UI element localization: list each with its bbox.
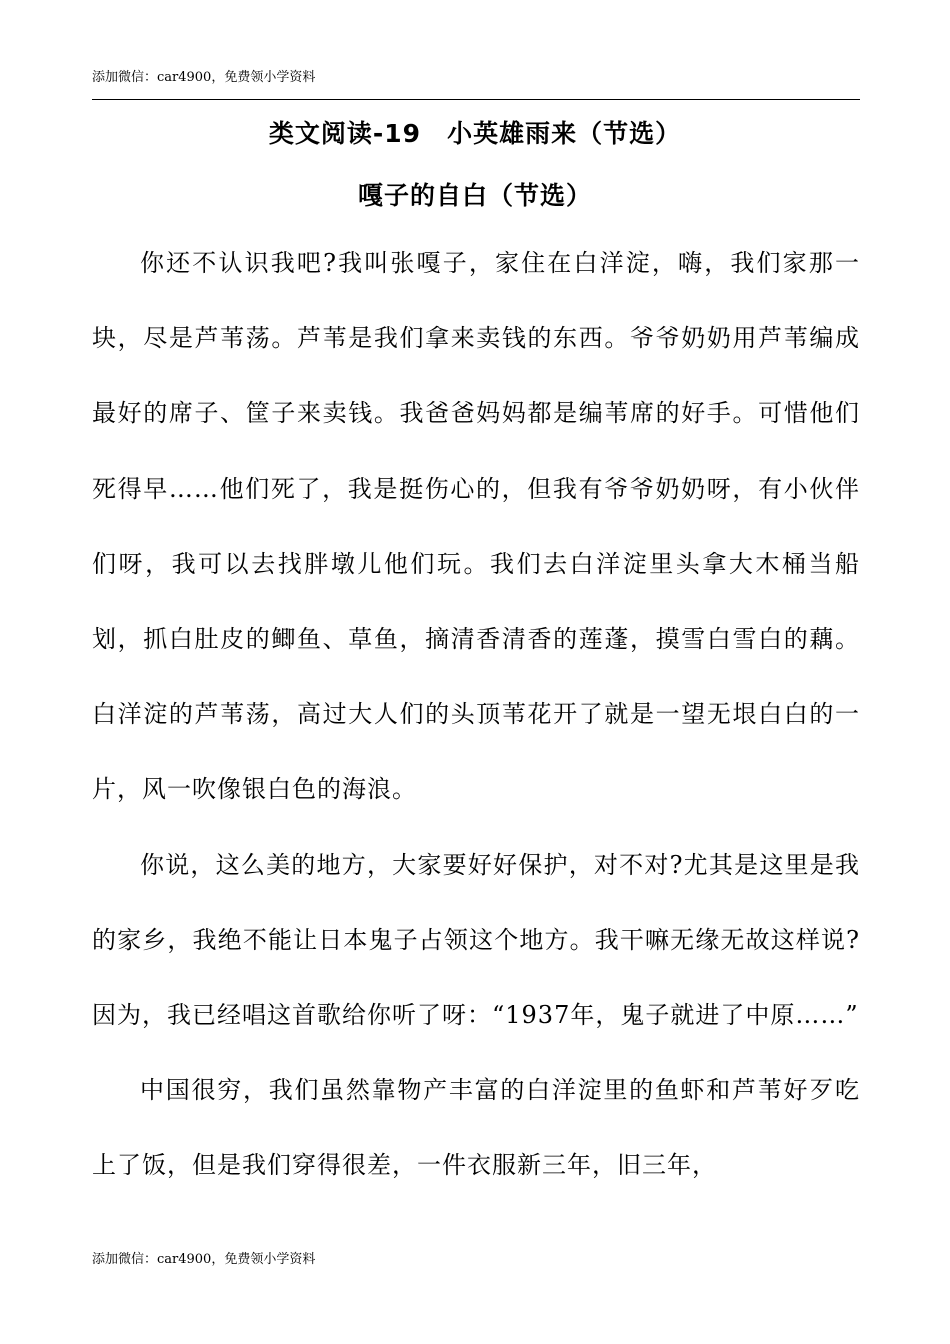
page-subtitle: 嘎子的自白（节选）	[357, 181, 592, 210]
page-title: 类文阅读-19 小英雄雨来（节选）	[268, 119, 682, 148]
header-note: 添加微信：car4900，免费领小学资料	[92, 70, 316, 85]
article-body	[92, 226, 860, 1204]
paragraph: 你还不认识我吧?我叫张嘎子，家住在白洋淀，嗨，我们家那一块，尽是芦苇荡。芦苇是我们拿来卖钱的东西。爷爷奶奶用芦苇编成最好的席子、筐子来卖钱。我爸爸妈妈都是编苇席的好手。可惜他们死得早……他们死了，我是挺伤心的，但我有爷爷奶奶呀，有小伙伴们呀，我可以去找胖墩儿他们玩。我们去白洋淀里头拿大木桶当船划，抓白肚皮的鲫鱼、草鱼，摘清香清香的莲蓬，摸雪白雪白的藕。白洋淀的芦苇荡，高过大人们的头顶苇花开了就是一望无垠白白的一片，风一吹像银白色的海浪。	[92, 249, 860, 804]
footer-note: 添加微信：car4900，免费领小学资料	[92, 1252, 316, 1267]
header-divider	[92, 99, 860, 100]
paragraph: 你说，这么美的地方，大家要好好保护，对不对?尤其是这里是我的家乡，我绝不能让日本鬼子占领这个地方。我干嘛无缘无故这样说?因为，我已经唱这首歌给你听了呀：“1937年，鬼子就进了中原……”	[92, 850, 860, 1030]
paragraph: 中国很穷，我们虽然靠物产丰富的白洋淀里的鱼虾和芦苇好歹吃上了饭，但是我们穿得很差，一件衣服新三年，旧三年，	[92, 1076, 860, 1180]
